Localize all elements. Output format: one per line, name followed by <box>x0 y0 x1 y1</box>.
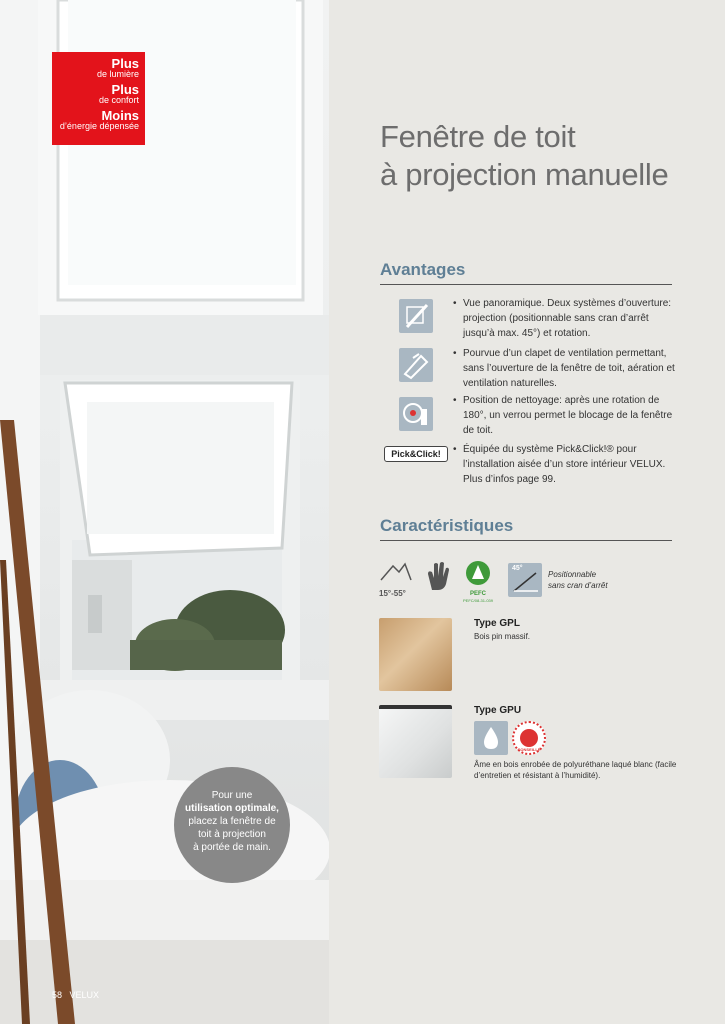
avantages-heading: Avantages <box>380 260 672 285</box>
pick-click-logo: Pick&Click! <box>384 446 448 462</box>
badge-line3-big: Moins <box>101 108 139 123</box>
manual-hand-icon <box>424 560 454 600</box>
conseille-seal-icon <box>512 721 546 755</box>
badge-line3-small: d’énergie dépensée <box>59 121 139 131</box>
caracteristiques-heading: Caractéristiques <box>380 516 672 541</box>
pefc-label: PEFC <box>469 591 486 597</box>
panoramic-view-icon <box>399 299 433 333</box>
type-gpu-desc: Âme en bois enrobée de polyuréthane laqué blanc (facile d’entretien et résistant à l’humidité). <box>474 760 677 780</box>
position-label-line1: Positionnable <box>548 570 597 579</box>
advantage-item: • Équipée du système Pick&Click!® pour l’installation aisée d’un store intérieur VELUX. Plus d’infos page 99. <box>463 442 683 487</box>
pefc-code: PEFC/08-31-039 <box>462 598 493 603</box>
usage-tip-circle <box>174 767 290 883</box>
gpu-white-sample-image <box>379 705 452 778</box>
tip-line5: à portée de main. <box>193 842 271 853</box>
tip-line3: placez la fenêtre de <box>188 816 276 827</box>
position-label-line2: sans cran d’arrêt <box>548 581 608 590</box>
attic-window-illustration <box>0 0 329 1024</box>
angle-position-icon <box>508 563 542 597</box>
product-photo <box>0 0 329 1024</box>
ventilation-flap-icon <box>399 348 433 382</box>
brand-name: VELUX <box>69 990 100 1000</box>
tip-line1: Pour une <box>211 790 253 801</box>
type-gpl-desc: Bois pin massif. <box>474 632 531 641</box>
page-title <box>380 118 700 194</box>
cleaning-position-icon <box>399 397 433 431</box>
benefits-badge <box>52 52 145 145</box>
angle-value: 45° <box>512 565 523 572</box>
pefc-logo <box>460 560 496 603</box>
humidity-resistant-icon <box>474 721 508 755</box>
page-number: 58 <box>52 990 63 1000</box>
roof-pitch-icon <box>379 560 413 600</box>
title-line1: Fenêtre de toit <box>380 119 576 154</box>
conseille-label: CONSEILLÉ <box>517 747 541 752</box>
position-label <box>548 569 608 591</box>
title-line2: à projection manuelle <box>380 157 669 192</box>
badge-line1-big: Plus <box>111 56 139 71</box>
pitch-range: 15°-55° <box>379 589 406 598</box>
advantage-item: • Vue panoramique. Deux systèmes d’ouverture: projection (positionnable sans cran d’arrêt jusqu’à max. 45°) et rotation. <box>463 296 683 341</box>
badge-line2-big: Plus <box>111 82 139 97</box>
tip-line2: utilisation optimale, <box>185 803 279 814</box>
advantage-item: • Pourvue d’un clapet de ventilation permettant, sans l’ouverture de la fenêtre de toit, aération et ventilation naturelles. <box>463 346 683 391</box>
advantage-item: • Position de nettoyage: après une rotation de 180°, un verrou permet le blocage de la fenêtre de toit. <box>463 393 683 438</box>
page-footer <box>52 990 99 1000</box>
type-gpu-name: Type GPU <box>474 705 522 716</box>
tip-line4: toit à projection <box>198 829 266 840</box>
type-gpl-name: Type GPL <box>474 618 520 629</box>
badge-line1-small: de lumière <box>96 69 139 79</box>
badge-line2-small: de confort <box>98 95 139 105</box>
gpl-wood-sample-image <box>379 618 452 691</box>
